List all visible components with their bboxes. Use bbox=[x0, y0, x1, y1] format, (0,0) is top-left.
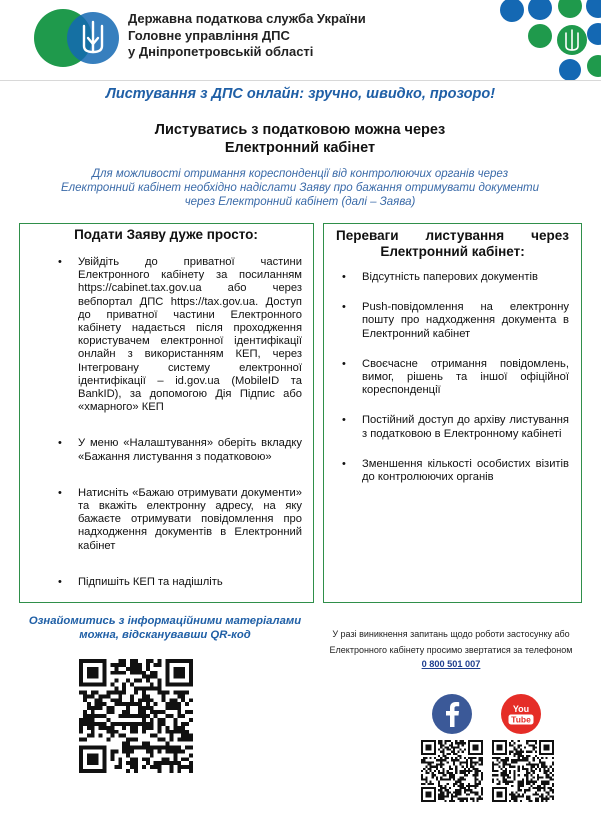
list-item bbox=[58, 256, 302, 414]
list-item bbox=[342, 457, 569, 484]
bullet-icon: • bbox=[58, 575, 62, 588]
intro-line: Для можливості отримання кореспонденції від контролюючих органів через bbox=[91, 168, 509, 180]
facebook-qr-code-icon[interactable] bbox=[421, 740, 483, 802]
logo bbox=[33, 8, 119, 68]
intro-line: Електронний кабінет необхідно надіслати Заяву про бажання отримувати документи bbox=[60, 182, 540, 194]
intro-text bbox=[50, 167, 550, 209]
advantages-box bbox=[323, 223, 582, 603]
bullet-icon: • bbox=[342, 357, 346, 370]
qr-caption-line: Ознайомитись з інформаційними матеріалами bbox=[28, 615, 302, 627]
header-divider bbox=[0, 80, 601, 81]
list-item-text: Push-повідомлення на електронну пошту про надходження документа в Електронний кабінет bbox=[362, 301, 569, 340]
list-item-text: Відсутність паперових документів bbox=[362, 271, 538, 283]
contact-line: Електронного кабінету просимо звертатися за телефоном bbox=[329, 645, 573, 655]
list-item-text: Зменшення кількості особистих візитів до контролюючих органів bbox=[362, 457, 569, 484]
bullet-icon: • bbox=[342, 414, 346, 427]
bullet-icon: • bbox=[58, 486, 62, 499]
bullet-icon: • bbox=[342, 457, 346, 470]
qr-code-icon[interactable] bbox=[79, 659, 193, 773]
page-title-line: Листуватись з податковою можна через bbox=[154, 122, 446, 138]
org-department: Головне управління ДПС bbox=[128, 28, 290, 43]
qr-caption bbox=[20, 614, 310, 642]
advantages-title: Переваги листування через Електронний кабінет: bbox=[336, 228, 569, 259]
youtube-qr-code-icon[interactable] bbox=[492, 740, 554, 802]
decorative-dots bbox=[498, 0, 601, 85]
contact-line: У разі виникнення запитань щодо роботи застосунку або bbox=[332, 629, 570, 639]
bullet-icon: • bbox=[342, 301, 346, 314]
facebook-icon[interactable] bbox=[431, 693, 473, 735]
how-to-apply-title: Подати Заяву дуже просто: bbox=[74, 227, 258, 242]
page-title-line: Електронний кабінет bbox=[224, 140, 376, 156]
list-item bbox=[58, 575, 302, 589]
bullet-icon: • bbox=[342, 271, 346, 283]
youtube-label-you: You bbox=[512, 704, 530, 714]
page-title bbox=[60, 121, 540, 157]
list-item bbox=[342, 301, 569, 341]
list-item bbox=[58, 437, 302, 463]
slogan: Листування з ДПС онлайн: зручно, швидко, прозоро! bbox=[105, 86, 496, 102]
advantages-list bbox=[342, 271, 569, 484]
list-item-text: Підпишіть КЕП та надішліть bbox=[78, 575, 223, 588]
contact-note bbox=[316, 626, 586, 658]
list-item-text: У меню «Налаштування» оберіть вкладку «Бажання листування з податковою» bbox=[78, 437, 302, 463]
list-item-text: Своєчасне отримання повідомлень, вимог, рішень та іншої офіційної кореспонденції bbox=[362, 357, 569, 397]
list-item bbox=[342, 414, 569, 440]
org-region: у Дніпропетровській області bbox=[128, 44, 314, 59]
youtube-label-tube: Tube bbox=[511, 714, 531, 725]
list-item-text: Увійдіть до приватної частини Електронного кабінету за посиланням https://cabinet.tax.gov.ua або через вебпортал ДПС https://tax.gov.ua. Доступ до приватної частини Електронного кабінету надається після проходження користувачем електронної ідентифікації онлайн з використанням КЕП, через Інтегровану систему електронної ідентифікації – id.gov.ua (MobileID та BankID), за допомогою Дія Підпис або «хмарного» КЕП bbox=[78, 256, 302, 414]
list-item-text: Натисніть «Бажаю отримувати документи» та вкажіть електронну адресу, на яку бажаєте отримувати повідомлення про надходження документів в Електронний кабінет bbox=[78, 486, 302, 552]
youtube-icon[interactable] bbox=[500, 693, 542, 735]
org-name: Державна податкова служба України bbox=[128, 11, 366, 26]
list-item bbox=[58, 486, 302, 553]
bullet-icon: • bbox=[58, 437, 62, 450]
qr-caption-line: можна, відсканувавши QR-код bbox=[79, 629, 251, 641]
list-item bbox=[342, 271, 569, 284]
list-item bbox=[342, 357, 569, 398]
how-to-apply-box bbox=[19, 223, 314, 603]
intro-line: через Електронний кабінет (далі – Заява) bbox=[184, 196, 416, 208]
list-item-text: Постійний доступ до архіву листування з податковою в Електронному кабінеті bbox=[362, 414, 569, 440]
how-to-apply-list bbox=[58, 256, 302, 589]
hotline-phone-link[interactable]: 0 800 501 007 bbox=[421, 659, 481, 669]
bullet-icon: • bbox=[58, 256, 62, 268]
